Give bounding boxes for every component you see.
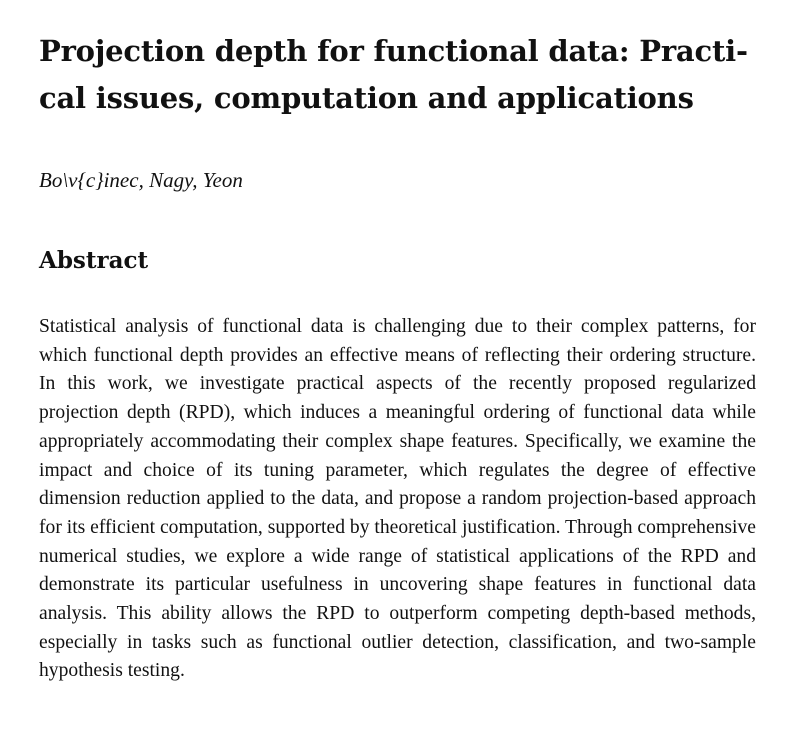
abstract-text: Statistical analysis of functional data is challenging due to their complex patterns, for which functional depth provides an effective means of reflecting their ordering structure. In this work, we investigate practical aspects of the recently proposed regularized projection depth (RPD), which induces a meaningful ordering of functional data while appropriately accommodating their complex shape features. Specifically, we examine the impact and choice of its tuning parameter, which regulates the degree of effective dimension reduction applied to the data, and propose a random projection-based approach for its efficient computation, supported by theoretical justification. Through comprehensive numerical studies, we explore a wide range of statistical applications of the RPD and demonstrate its particular usefulness in uncovering shape features in functional data analysis. This ability allows the RPD to outperform competing depth-based methods, especially in tasks such as functional outlier detection, classification, and two-sample hypothesis testing. bbox=[39, 316, 756, 682]
abstract-heading: Abstract bbox=[39, 247, 149, 274]
paper-title: Projection depth for functional data: Practical issues, computation and applications bbox=[39, 34, 749, 115]
paper-authors: Bo\v{c}inec, Nagy, Yeon bbox=[39, 168, 243, 192]
